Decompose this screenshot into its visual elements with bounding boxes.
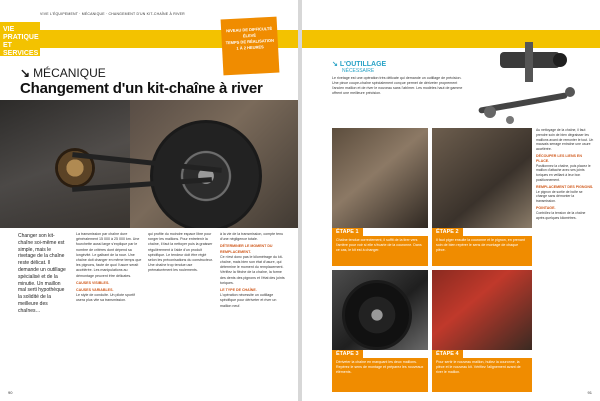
- sidebar-paragraph-2: Positionnez la chaîne, puis placez le maillon d'attache avec ses joints toriques en veillant à leur bon positionnement.: [536, 163, 591, 182]
- step-1-text: Chaîne tendue correctement, il suffit de la tirer vers l'arrière pour voir si elle s'écarte de la couronne. Dans ce cas, le kit est à changer.: [332, 236, 428, 266]
- badge-line1: NIVEAU DE DIFFICULTÉ: [226, 25, 273, 34]
- motorcycle-photo: [0, 100, 298, 228]
- col3-subheading: DÉTERMINER LE MOMENT DU REMPLACEMENT.: [220, 244, 273, 254]
- column-2: [148, 232, 214, 392]
- col2-paragraph: qui profite du moindre espace libre pour ronger les maillons. Pour entretenir la chaîne, il faut la nettoyer puis la graisser régulièrement à l'aide d'un produit spécifique. Le tendeur doit être réglé selon les préconisations du constructeur. Une chaîne trop tendue use prématurément les roulements.: [148, 232, 213, 273]
- chain-tool-illustration: [470, 42, 588, 132]
- tools-kicker: [332, 60, 386, 68]
- column-3: [220, 232, 286, 392]
- sidebar-subheading-3: POINTAGE.: [536, 205, 556, 210]
- sidebar-subheading-1: DÉCOUPER LES LIENS EN PLACE.: [536, 153, 582, 163]
- sidebar-paragraph-4: Contrôlez la tension de la chaîne après quelques kilomètres.: [536, 210, 586, 220]
- intro-text: Changer son kit-chaîne soi-même est simple, mais le rivetage de la chaîne reste délicat. Il demande un outillage spécialisé et de la minutie. Un maillon mal serti hypothèque la solidité de la meilleure des chaînes…: [18, 233, 66, 314]
- badge-line4: 1 À 2 HEURES: [236, 44, 264, 51]
- col1-subheading-2: CAUSES VARIABLES.: [76, 288, 114, 293]
- step-1-label: ÉTAPE 1: [332, 228, 363, 236]
- badge-line2: ÉLEVÉ: [242, 32, 257, 39]
- arrow-icon: ↘: [332, 61, 340, 68]
- sidebar-column: [536, 128, 594, 378]
- kicker-label: MÉCANIQUE: [33, 66, 106, 80]
- step-3-text: Dériveter la chaîne en marquant les deux maillons. Repérez le sens de montage et préparez les nouveaux éléments.: [332, 358, 428, 392]
- step-1-photo: [332, 128, 428, 228]
- difficulty-badge: [221, 17, 280, 76]
- right-page: [302, 0, 600, 401]
- tool-part-1-shape: [484, 106, 496, 118]
- col3-paragraph: à la vie de la transmission, compte tenu d'une négligence totale.: [220, 232, 284, 242]
- step-2-text: Il faut piger ensuite la couronne et le pignon, en prenant soin de bien repérer le sens de montage de chaque pièce.: [432, 236, 532, 266]
- col1-paragraph: La transmission par chaîne dure généralement 15 000 à 25 000 km. Une fourchette aussi large s'explique par le nombre de critères dont dépend sa longévité. Le galbant de la roue. Une chaîne doit changer en même temps que les pignons, faute de quoi l'usure serait accélérée. Les manipulations au démontage peuvent être délicates.: [76, 232, 142, 278]
- sidebar-paragraph-3: Le pignon de sortie de boîte se change sans démonter la transmission.: [536, 189, 583, 204]
- tool-part-2-shape: [506, 116, 514, 124]
- wheel-shape: [342, 280, 412, 350]
- step-2-label: ÉTAPE 2: [432, 228, 463, 236]
- badge-line3: TEMPS DE RÉALISATION: [225, 37, 275, 46]
- sidebar-paragraph-1: Au nettoyage de la chaîne, il faut prendre soin de bien dégraisser les maillons avant de remonter le tout. Un mauvais serrage entraîne une usure accélérée.: [536, 128, 594, 152]
- sidebar-subheading-2: REMPLACEMENT DES PIGNONS.: [536, 184, 594, 189]
- arrow-icon: ↘: [20, 66, 31, 80]
- step-4-label: ÉTAPE 4: [432, 350, 463, 358]
- tool-part-3-shape: [565, 87, 575, 97]
- tools-kicker-label: L'OUTILLAGE: [339, 61, 387, 68]
- column-1: [76, 232, 142, 392]
- section-kicker: [20, 66, 106, 80]
- running-head: VIVE L'ÉQUIPEMENT · MÉCANIQUE · CHANGEMENT D'UN KIT-CHAÎNE À RIVER: [40, 12, 185, 16]
- section-tag: VIE PRATIQUE ET SERVICES: [0, 22, 40, 56]
- article-title: Changement d'un kit-chaîne à river: [20, 80, 263, 97]
- col1-paragraph-2: Le style de conduite. Un pilote sportif usera plus vite sa transmission.: [76, 293, 135, 303]
- col1-subheading: CAUSES VISIBLES.: [76, 280, 110, 285]
- col3-paragraph-2: Ce n'est donc pas le kilométrage du kit-chaîne, mais bien son état d'usure, qui détermine le moment du remplacement. Vérifiez la flèche de la chaîne, la forme des dents des pignons et l'état des joints toriques.: [220, 254, 285, 285]
- left-page: [0, 0, 298, 401]
- rear-wheel-shape: [150, 120, 262, 228]
- tools-kicker-sub: NÉCESSAIRE: [342, 68, 375, 74]
- col3-subheading-2: LE TYPE DE CHAÎNE.: [220, 288, 257, 293]
- step-4-photo: [432, 270, 532, 350]
- page-number-left: 90: [8, 390, 13, 395]
- col3-paragraph-3: L'opération nécessite un outillage spécifique pour dériveter et river un maillon neuf.: [220, 293, 277, 308]
- tool-screw-shape: [525, 42, 533, 82]
- tool-knob-shape: [553, 53, 567, 67]
- page-number-right: 91: [587, 390, 592, 395]
- step-2-photo: [432, 128, 532, 228]
- step-3-photo: [332, 270, 428, 350]
- step-4-text: Pour sertir le nouveau maillon, huilez la couronne, la pièce et le nouveau kit. Vérifiez l'alignement avant de river le maillon.: [432, 358, 532, 392]
- step-3-label: ÉTAPE 3: [332, 350, 363, 358]
- tools-intro: Le rivetage est une opération très délicate qui demande un outillage de précision. Une pince coupe-chaîne spécialement conçue permet de dériveter proprement l'ancien maillon et de river le nouveau sans l'abîmer. Les modèles haut de gamme offrent une meilleure précision.: [332, 76, 463, 95]
